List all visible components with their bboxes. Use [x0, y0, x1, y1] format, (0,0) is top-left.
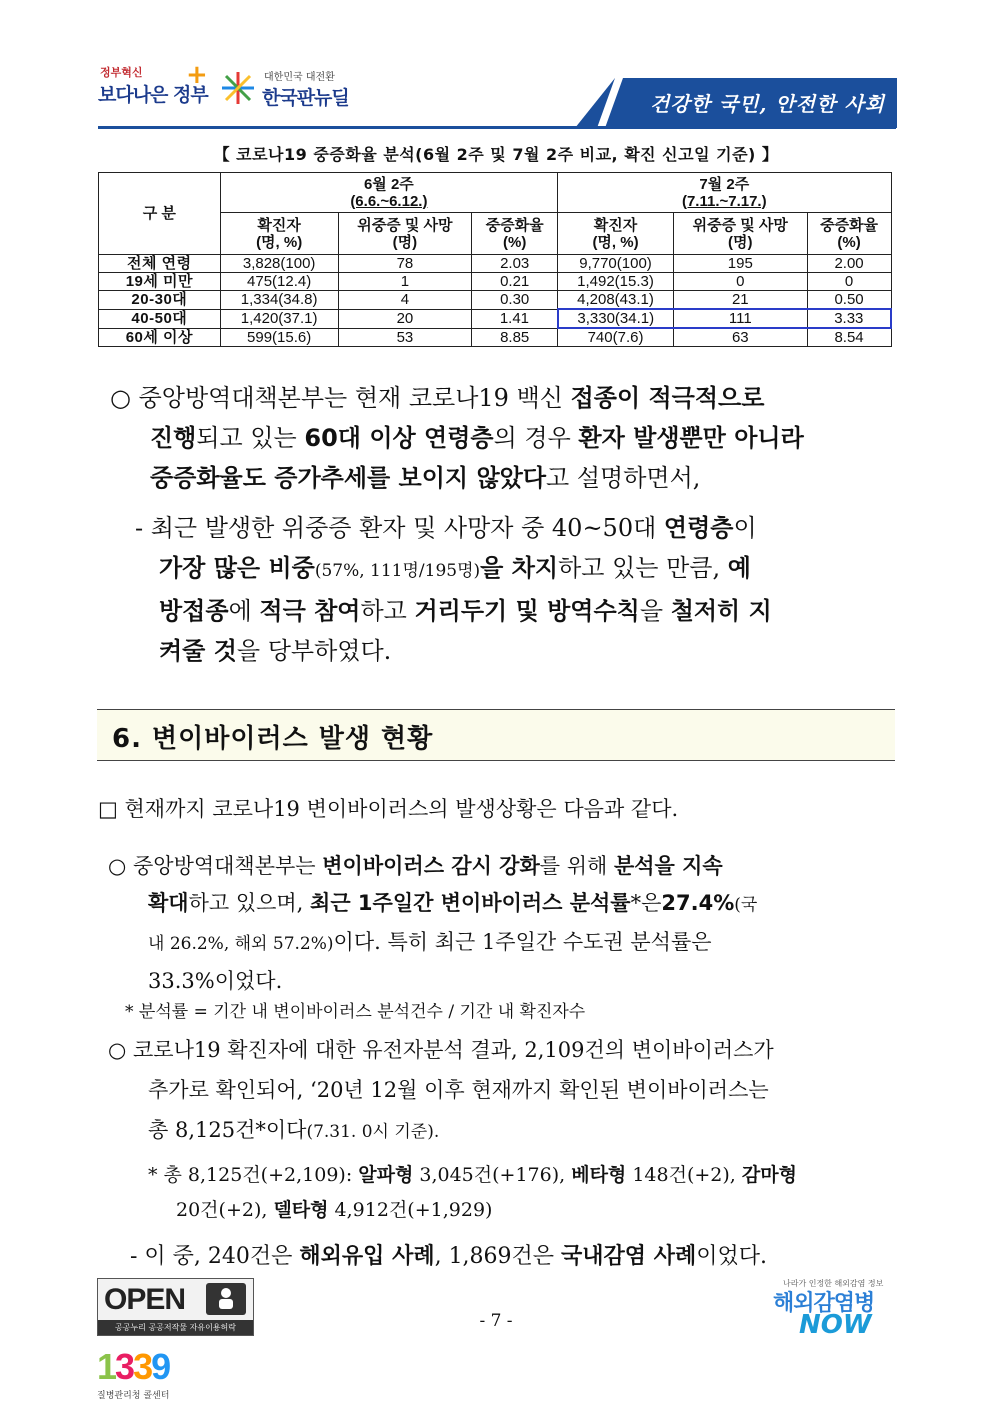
paragraph-variant-total: ○ 코로나19 확진자에 대한 유전자분석 결과, 2,109건의 변이바이러스가 추가로 확인되어, ‘20년 12월 이후 현재까지 확인된 변이바이러스는 총 8,125건*이다(7.31. 0시 기준). [108, 1038, 774, 1142]
plus-icon: + [186, 60, 208, 90]
now-logo-small: 나라가 인정한 해외감염 정보 [783, 1279, 884, 1288]
col-confirmed-june: 확진자 (명, %) [220, 213, 338, 255]
logo1-big-text: 보다나은 정부 [98, 84, 208, 106]
hotline-number [97, 1346, 169, 1388]
table-row: 20-30대 1,334(34.8) 4 0.30 4,208(43.1) 21 0.50 [99, 291, 892, 310]
hotline-digit-9: 9 [151, 1346, 170, 1387]
col-severe-july: 위중증 및 사망 (명) [673, 213, 807, 255]
section-title: 6. 변이바이러스 발생 현황 [112, 724, 434, 754]
logo2-small-text: 대한민국 대전환 [264, 72, 335, 83]
june-header: 6월 2주 (6.6.~6.12.) [220, 173, 557, 213]
col-rate-june: 중증화율 (%) [472, 213, 558, 255]
col-rate-july: 중증화율 (%) [807, 213, 891, 255]
overseas-disease-now-logo [773, 1278, 897, 1338]
paragraph-import-local: - 이 중, 240건은 해외유입 사례, 1,869건은 국내감염 사례이었다. [130, 1244, 767, 1269]
hotline-caption: 질병관리청 콜센터 [97, 1391, 170, 1401]
hotline-digit-3b: 3 [133, 1346, 152, 1387]
table-row: 전체 연령 3,828(100) 78 2.03 9,770(100) 195 2.00 [99, 255, 892, 273]
severity-rate-table [98, 172, 892, 347]
paragraph-variant-analysis: ○ 중앙방역대책본부는 변이바이러스 감시 강화를 위해 분석을 지속 확대하고 있으며, 최근 1주일간 변이바이러스 분석률*은27.4%(국 내 26.2%, 해외 57.2%)이다. 특히 최근 1주일간 수도권 분석률은 33.3%이었다. [108, 854, 758, 993]
paragraph-variant-intro: □ 현재까지 코로나19 변이바이러스의 발생상황은 다음과 같다. [98, 797, 679, 821]
header-divider [98, 126, 896, 129]
analysis-rate-footnote: * 분석률 = 기간 내 변이바이러스 분석건수 / 기간 내 확진자수 [125, 1002, 586, 1022]
banner-slogan: 건강한 국민, 안전한 사회 [649, 92, 885, 116]
hotline-1339-logo [97, 1346, 217, 1401]
open-logo-caption: 공공누리 공공저작물 자유이용허락 [98, 1320, 253, 1335]
table-corner-header: 구 분 [99, 173, 221, 255]
july-header: 7월 2주 (7.11.~7.17.) [558, 173, 891, 213]
slogan-banner [575, 78, 897, 128]
paragraph-elderly-severity: ○ 중앙방역대책본부는 현재 코로나19 백신 접종이 적극적으로 진행되고 있는 60대 이상 연령층의 경우 환자 발생뿐만 아니라 중증화율도 증가추세를 보이지 않았다고 설명하면서, [110, 384, 804, 492]
table-title: 【 코로나19 중증화율 분석(6월 2주 및 7월 2주 비교, 확진 신고일 기준) 】 [213, 145, 779, 164]
logo1-small-text: 정부혁신 [100, 66, 143, 79]
now-logo-top: 해외감염병 [773, 1291, 875, 1316]
korean-new-deal-logo [220, 66, 380, 110]
table-row: 60세 이상 599(15.6) 53 8.85 740(7.6) 63 8.54 [99, 328, 892, 347]
now-logo-bottom: NOW [799, 1310, 872, 1340]
variant-breakdown-note: * 총 8,125건(+2,109): 알파형 3,045건(+176), 베타형 148건(+2), 감마형 20건(+2), 델타형 4,912건(+1,929) [148, 1164, 797, 1221]
paragraph-vaccination-request: - 최근 발생한 위중증 환자 및 사망자 중 40~50대 연령층이 가장 많은 비중(57%, 111명/195명)을 차지하고 있는 만큼, 예 방접종에 적극 참여하고 거리두기 및 방역수칙을 철저히 지 켜줄 것을 당부하였다. [135, 514, 772, 665]
col-confirmed-july: 확진자 (명, %) [558, 213, 674, 255]
col-severe-june: 위중증 및 사망 (명) [338, 213, 472, 255]
government-innovation-logo [98, 60, 208, 110]
page-number: - 7 - [479, 1311, 513, 1331]
table-row: 19세 미만 475(12.4) 1 0.21 1,492(15.3) 0 0 [99, 273, 892, 291]
open-logo-text: OPEN [104, 1283, 186, 1316]
hotline-digit-3a: 3 [115, 1346, 134, 1387]
table-row-highlighted: 40-50대 1,420(37.1) 20 1.41 3,330(34.1) 111 3.33 [99, 309, 892, 328]
hotline-digit-1: 1 [97, 1346, 116, 1387]
new-deal-star-icon [220, 70, 256, 106]
logo2-big-text: 한국판뉴딜 [262, 87, 349, 109]
